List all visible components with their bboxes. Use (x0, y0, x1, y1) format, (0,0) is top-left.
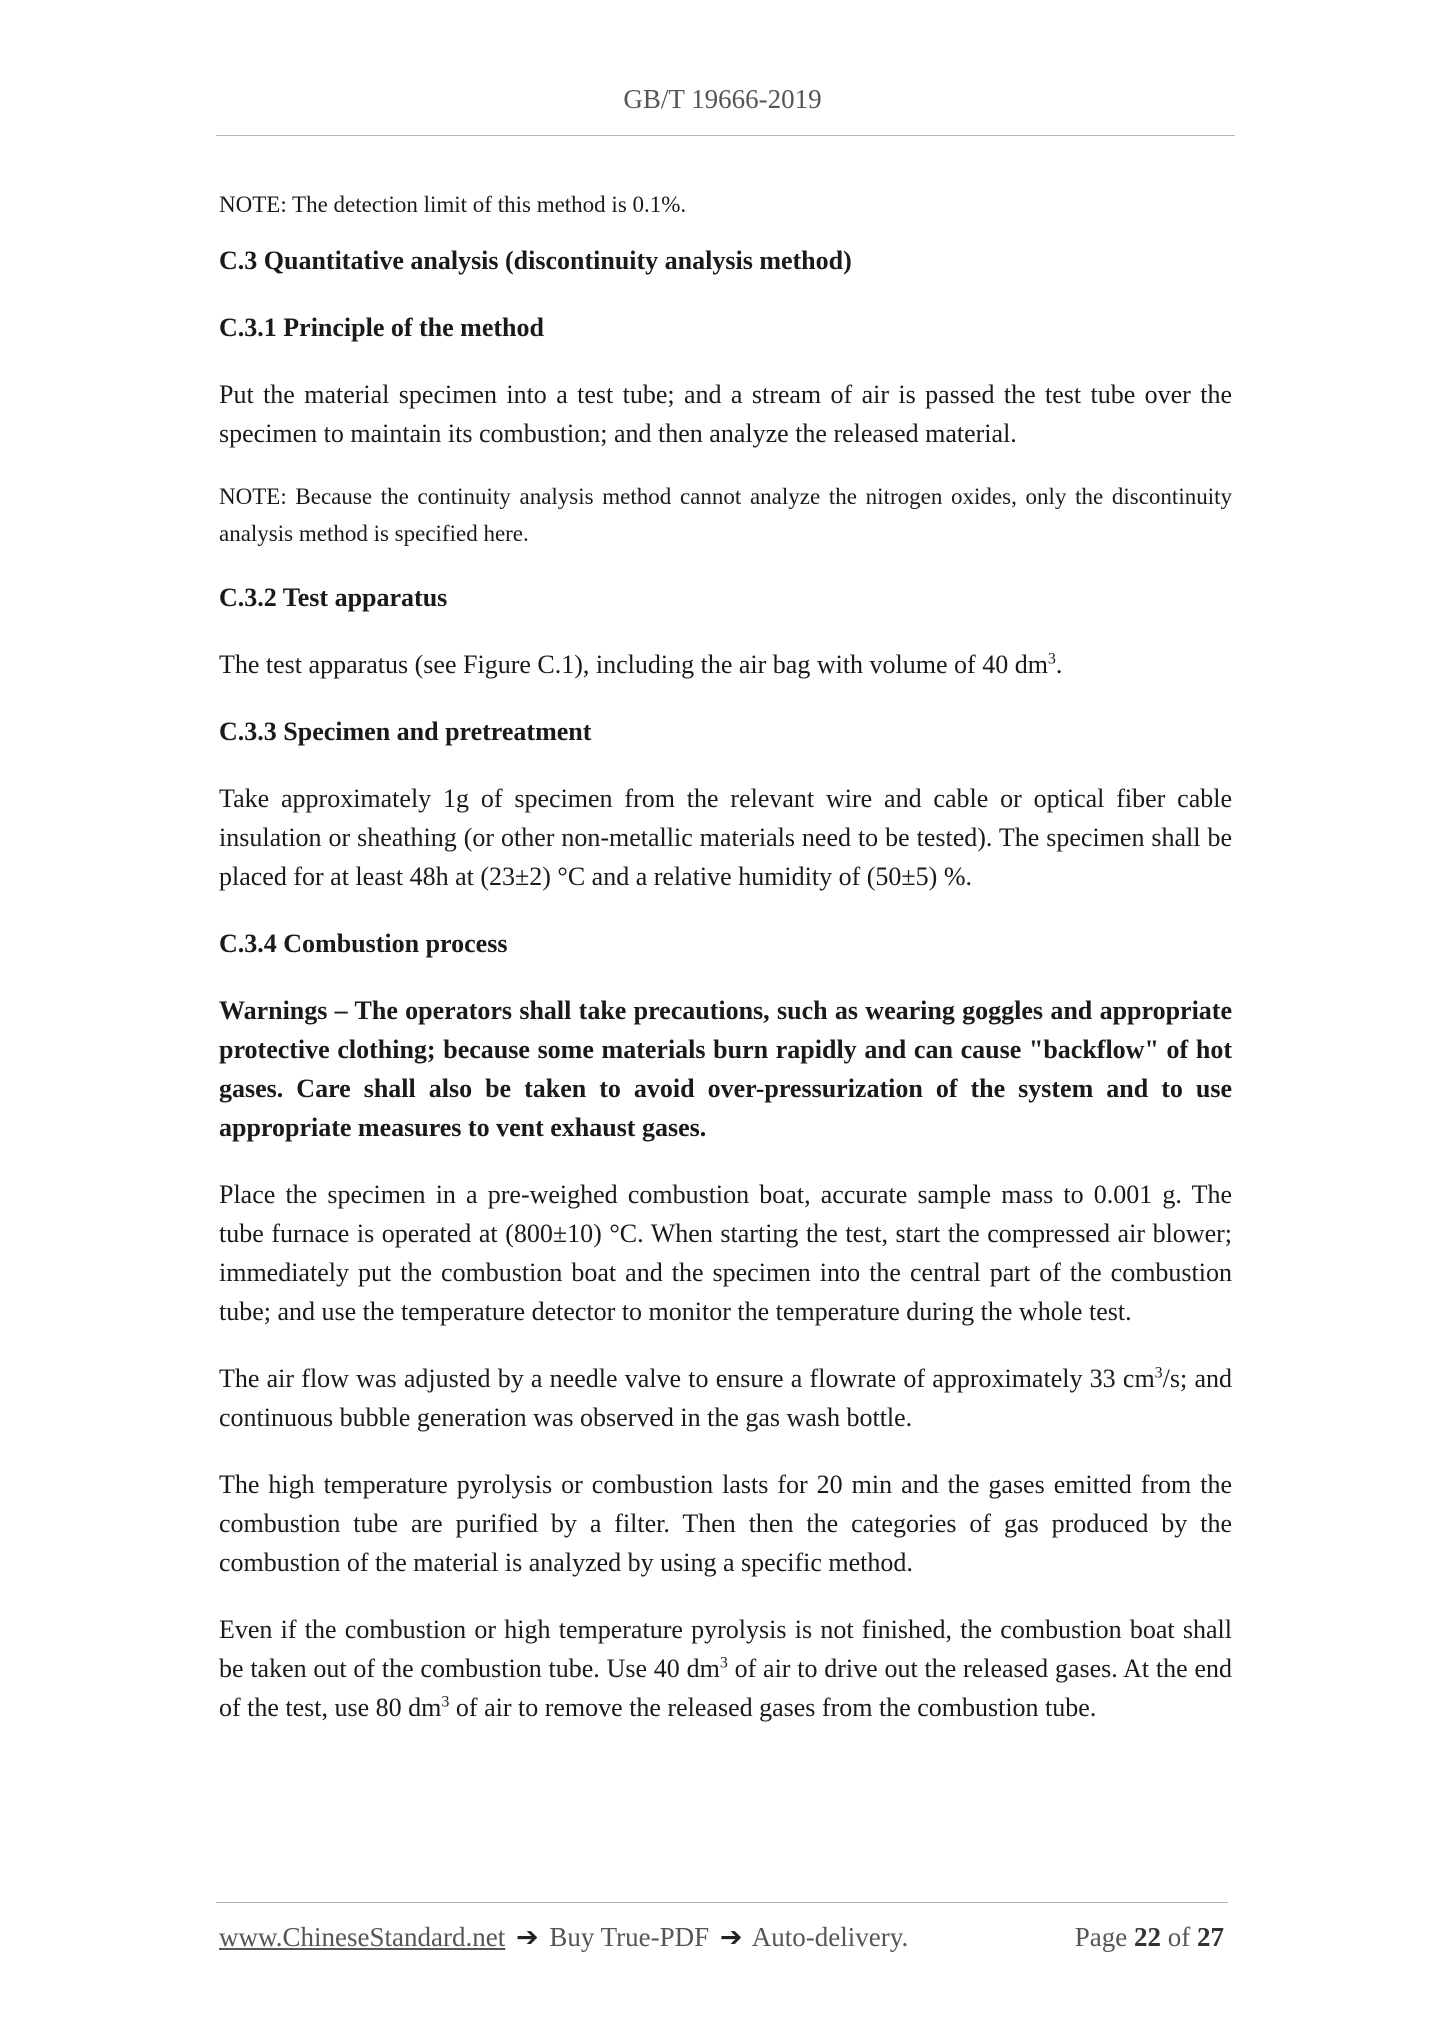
auto-delivery-text: Auto-delivery. (751, 1922, 909, 1952)
section-heading-c31: C.3.1 Principle of the method (219, 313, 544, 342)
page-label: Page (1074, 1922, 1128, 1952)
section-heading-c32: C.3.2 Test apparatus (219, 583, 448, 612)
superscript-3: 3 (719, 1654, 728, 1672)
buy-true-pdf-text: Buy True-PDF (549, 1922, 710, 1952)
air-flow-text-end: /s; and continuous bubble generation was observed in the gas wash bottle. (219, 1364, 1232, 1432)
paragraph-air-flow (219, 1359, 1232, 1437)
page-content (219, 186, 1232, 1727)
paragraph-specimen: Take approximately 1g of specimen from the relevant wire and cable or optical fiber cable insulation or sheathing (or other non-metallic materials need to be tested). The specimen shall be placed for at least 48h at (23±2) °C and a relative humidity of (50±5) %. (219, 784, 1232, 891)
paragraph-test-apparatus (219, 645, 1232, 684)
remove-gases-text-1: Even if the combustion or high temperature pyrolysis is not finished, the combustion boat shall be taken out of the combustion tube. Use 40 dm (219, 1615, 1232, 1683)
section-heading-c3: C.3 Quantitative analysis (discontinuity analysis method) (219, 246, 852, 275)
superscript-3: 3 (441, 1693, 450, 1711)
paragraph-remove-gases (219, 1610, 1232, 1727)
air-flow-text: The air flow was adjusted by a needle valve to ensure a flowrate of approximately 33 cm (219, 1364, 1155, 1393)
remove-gases-text-2: of air to drive out the released gases. At the end of the test, use 80 dm (219, 1654, 1232, 1722)
header-divider (216, 135, 1235, 136)
document-header-title: GB/T 19666-2019 (623, 84, 822, 114)
remove-gases-text-3: of air to remove the released gases from the combustion tube. (449, 1693, 1097, 1722)
paragraph-principle: Put the material specimen into a test tube; and a stream of air is passed the test tube over the specimen to maintain its combustion; and then analyze the released material. (219, 380, 1232, 448)
current-page-number: 22 (1134, 1922, 1161, 1952)
note-continuity-method: NOTE: Because the continuity analysis method cannot analyze the nitrogen oxides, only the discontinuity analysis method is specified here. (219, 484, 1232, 546)
footer-divider (216, 1902, 1228, 1903)
warning-paragraph: Warnings – The operators shall take precautions, such as wearing goggles and appropriate protective clothing; because some materials burn rapidly and can cause "backflow" of hot gases. Care shall also be taken to avoid over-pressurization of the system and to use appropriate measures to vent exhaust gases. (219, 996, 1232, 1142)
arrow-right-icon: ➔ (515, 1922, 539, 1952)
apparatus-text: The test apparatus (see Figure C.1), including the air bag with volume of 40 dm (219, 650, 1048, 679)
total-page-count: 27 (1197, 1922, 1224, 1952)
apparatus-text-end: . (1055, 650, 1063, 679)
section-heading-c33: C.3.3 Specimen and pretreatment (219, 717, 592, 746)
website-link[interactable]: www.ChineseStandard.net (219, 1922, 506, 1952)
footer-promo (219, 1922, 908, 1953)
superscript-3: 3 (1047, 650, 1056, 668)
superscript-3: 3 (1154, 1364, 1163, 1382)
arrow-right-icon: ➔ (719, 1922, 743, 1952)
paragraph-placement: Place the specimen in a pre-weighed combustion boat, accurate sample mass to 0.001 g. The tube furnace is operated at (800±10) °C. When starting the test, start the compressed air blower; immediately put the combustion boat and the specimen into the central part of the combustion tube; and use the temperature detector to monitor the temperature during the whole test. (219, 1180, 1232, 1326)
page-number (1075, 1922, 1224, 1953)
note-detection-limit: NOTE: The detection limit of this method is 0.1%. (219, 192, 687, 217)
section-heading-c34: C.3.4 Combustion process (219, 929, 508, 958)
paragraph-pyrolysis: The high temperature pyrolysis or combustion lasts for 20 min and the gases emitted from the combustion tube are purified by a filter. Then then the categories of gas produced by the combustion of the material is analyzed by using a specific method. (219, 1470, 1232, 1577)
of-label: of (1167, 1922, 1191, 1952)
